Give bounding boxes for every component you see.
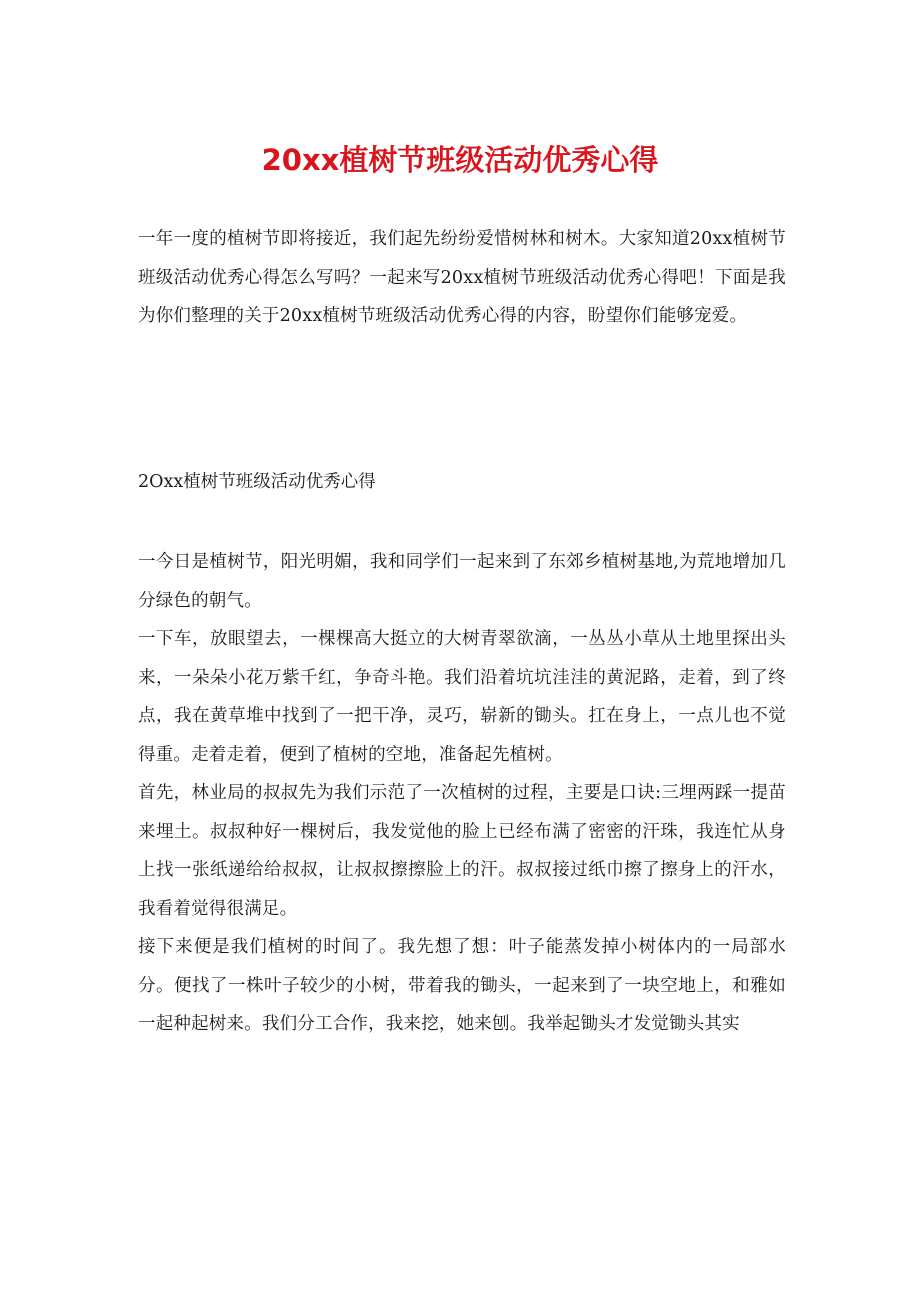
article-body [138, 543, 786, 1044]
document-title: 20xx植树节班级活动优秀心得 [261, 143, 659, 177]
body-paragraph: 首先，林业局的叔叔先为我们示范了一次植树的过程，主要是口诀:三埋两踩一提苗来埋土。叔叔种好一棵树后，我发觉他的脸上已经布满了密密的汗珠，我连忙从身上找一张纸递给给叔叔，让叔叔擦擦脸上的汗。叔叔接过纸巾擦了擦身上的汗水，我看着觉得很满足。 [138, 783, 786, 919]
body-paragraph: 接下来便是我们植树的时间了。我先想了想：叶子能蒸发掉小树体内的一局部水分。便找了一株叶子较少的小树，带着我的锄头，一起来到了一块空地上，和雅如一起种起树来。我们分工合作，我来挖，她来刨。我举起锄头才发觉锄头其实 [138, 937, 786, 1034]
body-paragraph: 一今日是植树节，阳光明媚，我和同学们一起来到了东郊乡植树基地,为荒地增加几分绿色的朝气。 [138, 552, 786, 611]
body-paragraph: 一下车，放眼望去，一棵棵高大挺立的大树青翠欲滴，一丛丛小草从土地里探出头来，一朵朵小花万紫千红，争奇斗艳。我们沿着坑坑洼洼的黄泥路，走着，到了终点，我在黄草堆中找到了一把干净，灵巧，崭新的锄头。扛在身上，一点儿也不觉得重。走着走着，便到了植树的空地，准备起先植树。 [138, 629, 786, 765]
section-heading: 2Oxx植树节班级活动优秀心得 [138, 472, 376, 492]
intro-paragraph: 一年一度的植树节即将接近，我们起先纷纷爱惜树林和树木。大家知道20xx植树节班级活动优秀心得怎么写吗？一起来写20xx植树节班级活动优秀心得吧！下面是我为你们整理的关于20xx植树节班级活动优秀心得的内容，盼望你们能够宠爱。 [138, 229, 786, 326]
